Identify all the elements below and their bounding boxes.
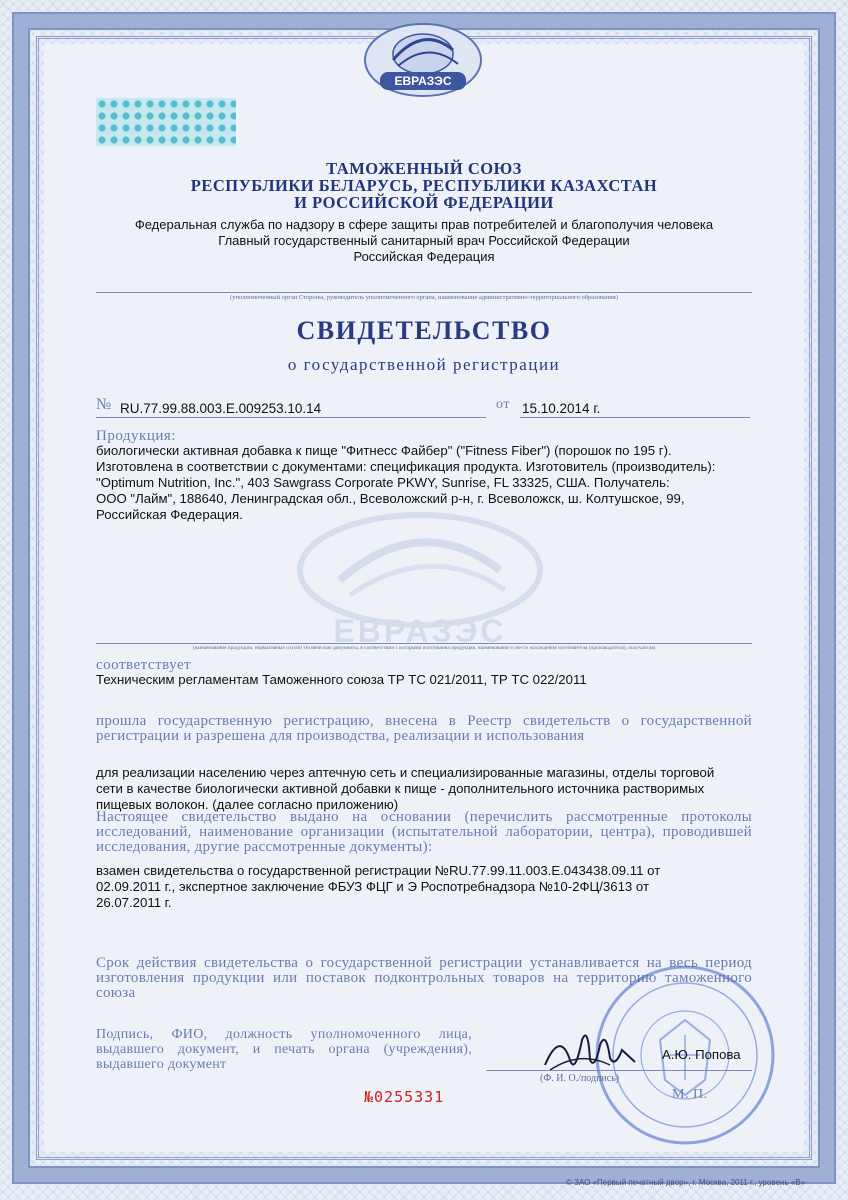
fio-caption: (Ф. И. О./подпись) <box>540 1073 620 1084</box>
product-line-3: "Optimum Nutrition, Inc.", 403 Sawgrass Corporate PKWY, Sunrise, FL 33325, США. Получатель: <box>96 475 670 490</box>
signer-name: А.Ю. Попова <box>662 1047 741 1062</box>
basis-line-2: 02.09.2011 г., экспертное заключение ФБУЗ ФЦГ и Э Роспотребнадзора №10-2ФЦ/3613 от <box>96 879 649 894</box>
evrazes-logo-icon <box>358 20 488 100</box>
evrazes-watermark-icon <box>280 510 560 660</box>
usage-line-1: для реализации населению через аптечную сеть и специализированные магазины, отделы торговой <box>96 765 715 780</box>
union-line-2: РЕСПУБЛИКИ БЕЛАРУСЬ, РЕСПУБЛИКИ КАЗАХСТАН <box>190 176 658 195</box>
printer-credit: © ЗАО «Первый печатный двор», г. Москва, 2011 г., уровень «В» <box>566 1178 806 1187</box>
mp-label: М. П. <box>672 1087 708 1102</box>
product-line-1: биологически активная добавка к пище "Фитнесс Файбер" ("Fitness Fiber") (порошок по 195 г). <box>96 443 672 458</box>
basis-line-3: 26.07.2011 г. <box>96 895 172 910</box>
signature-icon <box>540 1020 640 1080</box>
usage-line-2: сети в качестве биологически активной добавки к пище - дополнительного источника растворимых <box>96 781 705 796</box>
signature-underline <box>486 1070 752 1071</box>
registration-statement: прошла государственную регистрацию, внесена в Реестр свидетельств о государственной регистрации и разрешена для производства, реализации и использования <box>96 713 752 744</box>
basis-line-1: взамен свидетельства о государственной регистрации №RU.77.99.11.003.Е.043438.09.11 от <box>96 863 661 878</box>
basis-statement: Настоящее свидетельство выдано на основании (перечислить рассмотренные протоколы исследований, наименование организации (испытательной лаборатории, центра), проводившей исследования, другие рассмотренные документы): <box>96 809 752 855</box>
product-label: Продукция: <box>96 428 176 444</box>
date-underline <box>520 417 750 418</box>
number-underline <box>96 417 486 418</box>
validity-statement: Срок действия свидетельства о государственной регистрации устанавливается на весь период изготовления продукции или поставок подконтрольных товаров на территорию таможенного союза <box>96 955 752 1001</box>
product-line-4: ООО "Лайм", 188640, Ленинградская обл., Всеволожский р-н, г. Всеволожск, ш. Колтушское, 99, <box>96 491 685 506</box>
issue-date: 15.10.2014 г. <box>522 401 601 416</box>
signer-caption: Подпись, ФИО, должность уполномоченного лица, выдавшего документ, и печать органа (учреждения), выдавшего документ <box>96 1027 472 1072</box>
document-title: СВИДЕТЕЛЬСТВО <box>296 316 552 345</box>
union-line-1: ТАМОЖЕННЫЙ СОЮЗ <box>326 159 522 178</box>
authority-line-1: Федеральная служба по надзору в сфере защиты прав потребителей и благополучия человека <box>134 217 714 232</box>
number-sign: № <box>96 396 112 413</box>
document-subtitle: о государственной регистрации <box>287 355 561 374</box>
logo-text: ЕВРАЗЭС <box>394 74 452 88</box>
authority-underline <box>96 292 752 293</box>
date-prefix: от <box>496 397 510 412</box>
authority-line-2: Главный государственный санитарный врач Российской Федерации <box>218 233 630 248</box>
hologram-strip <box>96 98 236 146</box>
usage-line-3: пищевых волокон. (далее согласно приложению) <box>96 797 399 812</box>
product-line-2: Изготовлена в соответствии с документами: спецификация продукта. Изготовитель (производитель): <box>96 459 716 474</box>
conforms-label: соответствует <box>96 657 192 673</box>
authority-caption: (уполномоченный орган Стороны, руководитель уполномоченного органа, наименование административно-территориального образования) <box>230 294 618 301</box>
conforms-text: Техническим регламентам Таможенного союза ТР ТС 021/2011, ТР ТС 022/2011 <box>96 672 587 687</box>
serial-number: №0255331 <box>364 1088 445 1106</box>
authority-line-3: Российская Федерация <box>353 249 495 264</box>
watermark-text: ЕВРАЗЭС <box>333 613 507 649</box>
product-underline <box>96 643 752 644</box>
union-line-3: И РОССИЙСКОЙ ФЕДЕРАЦИИ <box>294 193 554 212</box>
product-line-5: Российская Федерация. <box>96 507 243 522</box>
registration-number: RU.77.99.88.003.E.009253.10.14 <box>120 401 322 416</box>
product-caption: (наименование продукции, нормативные и (или) технические документы, в соответствии с которыми изготовлена продукция, наименование и место нахождения изготовителя (производителя), получателя) <box>192 645 656 651</box>
